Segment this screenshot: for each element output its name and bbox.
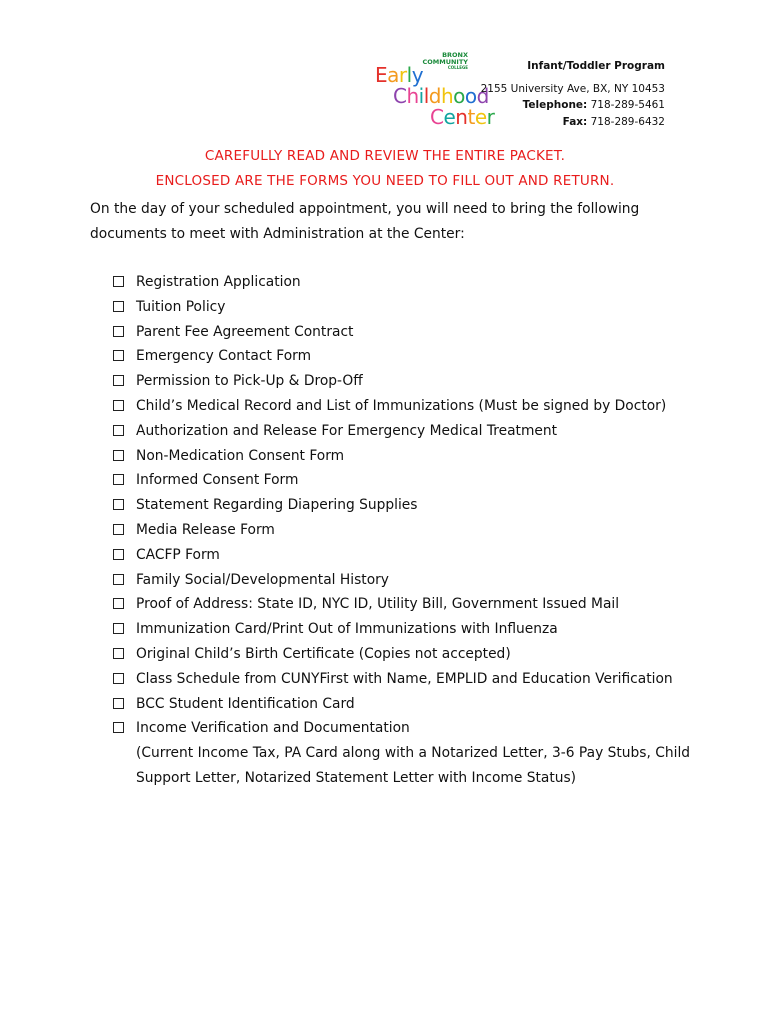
logo-word-childhood: Childhood — [393, 84, 489, 108]
checklist-item-label: Registration Application — [136, 274, 301, 290]
checklist-item-label: Class Schedule from CUNYFirst with Name, EMPLID and Education Verification — [136, 670, 673, 687]
checkbox[interactable] — [113, 673, 124, 684]
checklist-item — [113, 394, 713, 419]
checklist-item-label: Parent Fee Agreement Contract — [136, 323, 354, 340]
checklist-item — [113, 369, 713, 394]
checkbox[interactable] — [113, 698, 124, 709]
checklist-item — [113, 518, 713, 543]
checklist-item-label: Permission to Pick-Up & Drop-Off — [136, 373, 363, 390]
checklist-item-label: Income Verification and Documentation — [136, 720, 410, 737]
checklist-item-label: CACFP Form — [136, 546, 220, 563]
checklist-item — [113, 592, 713, 617]
checklist-item — [113, 344, 713, 369]
checkbox[interactable] — [113, 574, 124, 585]
checklist-item — [113, 692, 713, 717]
logo-word-center: Center — [430, 105, 495, 129]
checklist-item-label: Emergency Contact Form — [136, 348, 312, 365]
telephone-line — [481, 97, 665, 114]
program-name: Infant/Toddler Program — [527, 60, 665, 72]
checklist-item — [113, 667, 713, 692]
checkbox[interactable] — [113, 326, 124, 337]
contact-info — [481, 58, 665, 130]
document-checklist — [113, 270, 713, 791]
checklist-item — [113, 568, 713, 593]
checklist-item-label: BCC Student Identification Card — [136, 695, 355, 712]
checkbox[interactable] — [113, 549, 124, 560]
fax-line — [481, 114, 665, 131]
checklist-item — [113, 320, 713, 345]
fax-label: Fax: — [562, 115, 588, 128]
checkbox[interactable] — [113, 524, 124, 535]
heading-forms-enclosed: ENCLOSED ARE THE FORMS YOU NEED TO FILL OUT AND RETURN. — [155, 173, 615, 189]
badge-line-1: BRONX — [442, 51, 468, 59]
checklist-item-label: Immunization Card/Print Out of Immunizations with Influenza — [136, 621, 558, 638]
checklist-item — [113, 468, 713, 493]
checkbox[interactable] — [113, 350, 124, 361]
intro-paragraph: On the day of your scheduled appointment, you will need to bring the following documents to meet with Administration at the Center: — [90, 201, 640, 242]
checklist-item-label: Informed Consent Form — [136, 472, 299, 489]
telephone-label: Telephone: — [522, 99, 588, 111]
checklist-item — [113, 493, 713, 518]
checkbox[interactable] — [113, 722, 124, 733]
checklist-item-label: Non-Medication Consent Form — [136, 447, 345, 464]
badge-line-3: COLLEGE — [447, 65, 468, 70]
checklist-item — [113, 642, 713, 667]
checkbox[interactable] — [113, 276, 124, 287]
checkbox[interactable] — [113, 301, 124, 312]
checklist-item — [113, 617, 713, 642]
checkbox[interactable] — [113, 474, 124, 485]
badge-line-2: COMMUNITY — [422, 57, 468, 66]
checklist-item-label: Family Social/Developmental History — [136, 571, 389, 588]
checklist-item-label: Child’s Medical Record and List of Immunizations (Must be signed by Doctor) — [136, 397, 667, 414]
checkbox[interactable] — [113, 623, 124, 634]
checklist-item — [113, 419, 713, 444]
fax-number: 718-289-6432 — [590, 115, 665, 128]
logo-word-early: Early — [375, 63, 424, 87]
address: 2155 University Ave, BX, NY 10453 — [480, 82, 665, 95]
telephone-number: 718-289-5461 — [590, 99, 665, 111]
checklist-item — [113, 270, 713, 295]
checkbox[interactable] — [113, 450, 124, 461]
checkbox[interactable] — [113, 375, 124, 386]
checklist-item-label: Statement Regarding Diapering Supplies — [136, 497, 418, 514]
checklist-item-label: Tuition Policy — [136, 298, 226, 315]
checklist-item-label: Proof of Address: State ID, NYC ID, Utility Bill, Government Issued Mail — [136, 596, 620, 613]
bronx-community-college-badge — [418, 52, 468, 70]
center-logo — [375, 51, 495, 132]
checklist-item — [113, 716, 713, 790]
checkbox[interactable] — [113, 400, 124, 411]
checklist-item-label: Original Child’s Birth Certificate (Copies not accepted) — [136, 645, 511, 662]
heading-review-packet: CAREFULLY READ AND REVIEW THE ENTIRE PACKET. — [204, 148, 566, 164]
checklist-item-label: Media Release Form — [136, 521, 275, 538]
checklist-item — [113, 444, 713, 469]
checkbox[interactable] — [113, 499, 124, 510]
checkbox[interactable] — [113, 598, 124, 609]
income-note: (Current Income Tax, PA Card along with a Notarized Letter, 3-6 Pay Stubs, Child Support Letter, Notarized Statement Letter with Income Status) — [136, 745, 691, 786]
checkbox[interactable] — [113, 425, 124, 436]
checklist-item-label: Authorization and Release For Emergency Medical Treatment — [136, 422, 558, 439]
checklist-item — [113, 295, 713, 320]
checklist-item — [113, 543, 713, 568]
checkbox[interactable] — [113, 648, 124, 659]
